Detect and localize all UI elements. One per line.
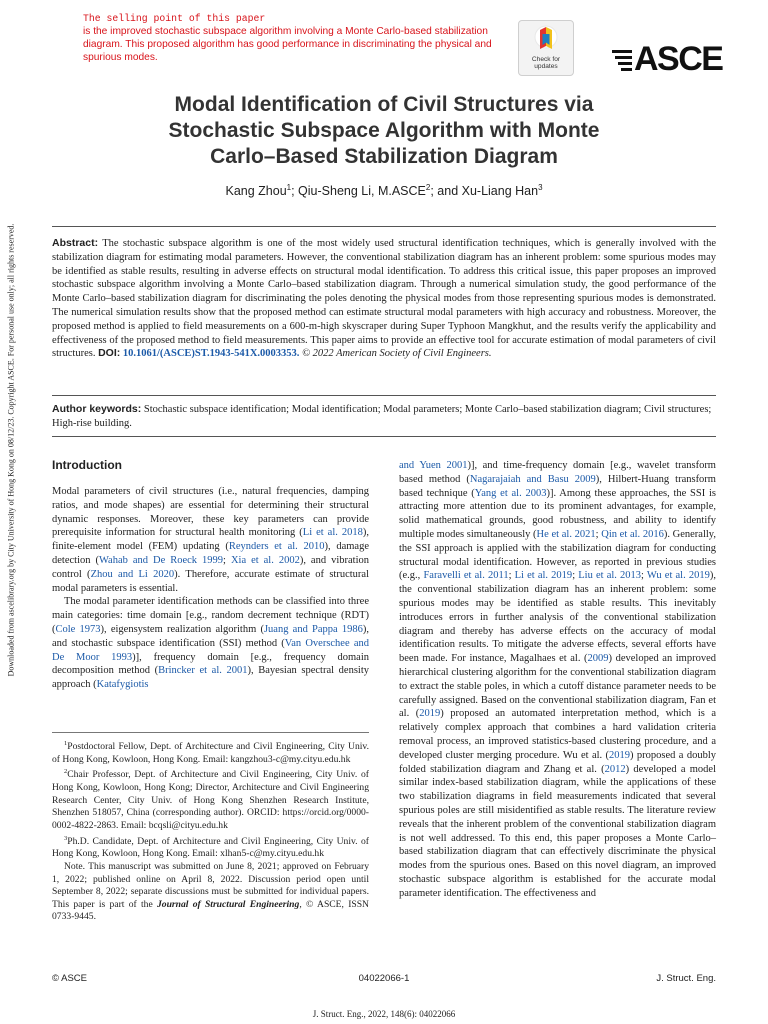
- check-for-updates-badge[interactable]: [518, 20, 574, 76]
- asce-logo-icon: [612, 46, 634, 76]
- top-rule: [52, 226, 716, 227]
- title-line: Stochastic Subspace Algorithm with Monte: [168, 119, 600, 142]
- asce-logo: [612, 40, 732, 82]
- citation-link[interactable]: and Yuen 2001: [399, 460, 468, 471]
- citation-link[interactable]: Zhou and Li 2020: [90, 568, 175, 580]
- citation-link[interactable]: Faravelli et al. 2011: [423, 570, 509, 582]
- annotation-note: [83, 12, 503, 64]
- paragraph: and Yuen 2001)], and time-frequency domain [e.g., wavelet transform based method (Nagarajaiah and Basu 2009), Hilbert-Huang transform based technique (Yang et al. 2003)]. Among these approaches, the SSI is attracting more attention due to its prominent advantages, for example, solid mathematical grounds, good robustness, and ability to identify multiple modes simultaneously (He et al. 2021; Qin et al. 2016). Generally, the SSI approach is applied with the stabilization diagram for conducting structural modal identification. However, as reported in previous studies (e.g., Faravelli et al. 2011; Li et al. 2019; Liu et al. 2013; Wu et al. 2019), the conventional stabilization diagram has an inherent problem: some spurious modes may be identified as stable results. This inevitably introduces errors in further analysis of the conventional stabilization diagram and thereby has adverse effects on the accuracy of modal identification results. To mitigate the adverse effects, several efforts have been made. For instance, Magalhaes et al. (2009) developed an improved hierarchical clustering algorithm for the conventional stabilization diagram to extract the stable poles, in which a cutoff distance parameter needs to be carefully assigned. Based on the conventional stabilization diagram, Fan et al. (2019) proposed an automated interpretation method, which is a relatively complex approach that combines a hard validation criteria removal process, an improved statistics-based clustering procedure, and a developed cluster merging procedure. Wu et al. (2019) proposed a doubly folded stabilization diagram and Zhang et al. (2012) developed a model similar index-based stabilization diagram, while the applications of these two stabilization diagrams in field measurements indicated that several spurious poles are still misidentified as stable results. The literature review reveals that the inherent problem of the conventional stabilization diagram is not well addressed. To this end, this paper proposes a Monte Carlo–based stabilization diagram that can effectively discriminate the physical modes from the spurious ones. Based on this novel diagram, an improved stochastic subspace algorithm is established for the accurate modal parameter identification. The effectiveness and: [399, 460, 717, 899]
- keywords-label: Author keywords:: [52, 403, 142, 415]
- title-line: Modal Identification of Civil Structures via: [174, 93, 594, 116]
- author-name: Kang Zhou: [225, 184, 287, 199]
- footnote-rule: [52, 732, 369, 733]
- citation-link[interactable]: He et al. 2021: [536, 528, 596, 540]
- affiliation-mark: 2: [425, 183, 431, 192]
- author-name: ; Qiu-Sheng Li, M.ASCE: [291, 184, 426, 199]
- paragraph: The modal parameter identification methods can be classified into three main categories: time domain [e.g., random decrement technique (RDT) (Cole 1973), eigensystem realization algorithm (Juang and Pappa 1986), and stochastic subspace identification (SSI) method (Van Overschee and De Moor 1993)], frequency domain [e.g., frequency domain decomposition method (Brincker et al. 2001), Bayesian spectral density approach (Katafygiotis: [52, 596, 370, 691]
- citation-link[interactable]: 2019: [419, 708, 441, 720]
- citation-line: J. Struct. Eng., 2022, 148(6): 04022066: [312, 1009, 456, 1019]
- citation-link[interactable]: Liu et al. 2013: [578, 570, 642, 582]
- citation-link[interactable]: Yang et al. 2003: [474, 487, 547, 499]
- keywords-text: Stochastic subspace identification; Modal identification; Modal parameters; Monte Carlo–based stabilization diagram; Civil structures; High-rise building.: [52, 404, 712, 429]
- journal-name: Journal of Structural Engineering: [156, 898, 300, 910]
- affiliation-mark: 1: [286, 183, 292, 192]
- citation-link[interactable]: Cole 1973: [55, 623, 101, 635]
- abstract-label: Abstract:: [52, 237, 99, 249]
- abstract-rule: [52, 395, 716, 396]
- annotation-text: is the improved stochastic subspace algorithm involving a Monte Carlo-based stabilization diagram. This proposed algorithm has good performance in discriminating the physical and spurious modes.: [83, 26, 492, 63]
- section-heading: Introduction: [52, 458, 122, 472]
- badge-line1: Check for: [531, 56, 561, 63]
- citation-link[interactable]: Van Overschee and De Moor 1993: [52, 637, 369, 663]
- author-keywords: [52, 403, 716, 431]
- paragraph: Modal parameters of civil structures (i.e., natural frequencies, damping ratios, and mode shapes) are essential for determining their structural dynamic responses. Moreover, these key parameters can provide prerequisite information for structural health monitoring (Li et al. 2018), finite-element model (FEM) updating (Reynders et al. 2010), damage detection (Wahab and De Roeck 1999; Xia et al. 2002), and vibration control (Zhou and Li 2020). Therefore, accurate estimate of structural modal parameters is essential.: [52, 486, 370, 594]
- citation-link[interactable]: Xia et al. 2002: [230, 554, 300, 566]
- footer-copyright: © ASCE: [52, 973, 87, 984]
- asce-logo-text: ASCE: [634, 40, 723, 78]
- download-note: Downloaded from ascelibrary.org by City University of Hong Kong on 08/12/23. Copyright ASCE. For personal use only; all rights reserved.: [6, 223, 16, 677]
- citation-link[interactable]: Reynders et al. 2010: [228, 541, 325, 553]
- doi-link[interactable]: 10.1061/(ASCE)ST.1943-541X.0003353.: [122, 348, 300, 360]
- footnote: $^3$Ph.D. Candidate, Dept. of Architecture and Civil Engineering, City Univ. of Hong Kong, Kowloon, Hong Kong. Email: xlhan5-c@my.cityu.edu.hk: [52, 834, 369, 860]
- abstract-text: The stochastic subspace algorithm is one of the most widely used structural identification techniques, which is generally involved with the stabilization diagram for estimating modal parameters. However, the conventional stabilization diagram has an inherent problem: some spurious modes may be identified as stable results, resulting in adverse effects on structural modal identification. To address this critical issue, this paper proposes an improved stochastic subspace algorithm involving a Monte Carlo–based stabilization diagram. Through a numerical simulation study, the good performance of the Monte Carlo–based stabilization diagram for discriminating the poles denoting the physical modes from those representing spurious modes is demonstrated. The numerical simulation results show that the proposed method can estimate structural modal parameters with high accuracy and robustness. Moreover, the proposed method is applied to field measurements on a 600-m-high skyscraper during Super Typhoon Mangkhut, and the results verify the applicability and effectiveness of the proposed method to field measurements. This paper aims to provide an effective tool for accurate estimation of modal parameters of civil structures.: [52, 238, 716, 360]
- page-number: 04022066-1: [358, 973, 410, 984]
- footnote: $^1$Postdoctoral Fellow, Dept. of Architecture and Civil Engineering, City Univ. of Hong Kong, Kowloon, Hong Kong. Email: kangzhou3-c@my.cityu.edu.hk: [52, 740, 369, 765]
- citation-link[interactable]: Qin et al. 2016: [601, 528, 664, 540]
- manuscript-note: Note. This manuscript was submitted on June 8, 2021; approved on February 1, 2022; published online on April 8, 2022. Discussion period open until September 8, 2022; separate discussions must be submitted for individual papers. This paper is part of the Journal of Structural Engineering, © ASCE, ISSN 0733-9445.: [52, 860, 369, 923]
- citation-link[interactable]: Wu et al. 2019: [646, 570, 710, 582]
- citation-link[interactable]: Wahab and De Roeck 1999: [98, 554, 224, 566]
- citation-link[interactable]: Katafygiotis: [96, 679, 149, 691]
- title-line: Carlo–Based Stabilization Diagram: [210, 145, 558, 168]
- citation-link[interactable]: 2009: [587, 653, 609, 665]
- citation-link[interactable]: Nagarajaiah and Basu 2009: [469, 473, 596, 485]
- citation-link[interactable]: 2012: [604, 763, 626, 775]
- footnote: $^2$Chair Professor, Dept. of Architecture and Civil Engineering, City Univ. of Hong Kong, Kowloon, Hong Kong; Director, Architecture and Civil Engineering Research Center, City Univ. of Hong Kong Shenzhen Research Institute, Shenzhen 518057, China (corresponding author). ORCID: https://orcid.org/0000-0002-4822-2863. Email: bcqsli@cityu.edu.hk: [52, 768, 369, 831]
- citation-link[interactable]: Li et al. 2018: [302, 527, 363, 539]
- keywords-rule: [52, 436, 716, 437]
- citation-link[interactable]: Li et al. 2019: [514, 570, 573, 582]
- citation-link[interactable]: 2019: [609, 749, 631, 761]
- citation-link[interactable]: Brincker et al. 2001: [158, 665, 248, 677]
- left-column-body: [52, 485, 369, 692]
- author-list: [100, 183, 668, 198]
- citation-link[interactable]: Juang and Pappa 1986: [263, 623, 363, 635]
- bookmark-icon: [534, 25, 558, 55]
- annotation-heading: The selling point of this paper: [83, 13, 266, 24]
- copyright-text: © 2022 American Society of Civil Engineers.: [302, 348, 492, 360]
- badge-line2: updates: [534, 63, 558, 71]
- abstract: [52, 237, 716, 361]
- affiliation-mark: 3: [538, 183, 543, 192]
- author-name: ; and Xu-Liang Han: [430, 184, 539, 199]
- journal-abbrev: J. Struct. Eng.: [656, 973, 716, 984]
- footnotes: [52, 738, 369, 924]
- paper-title: [100, 92, 668, 170]
- right-column-body: [399, 459, 716, 901]
- doi-label: DOI:: [98, 347, 121, 360]
- page-footer: [52, 973, 716, 989]
